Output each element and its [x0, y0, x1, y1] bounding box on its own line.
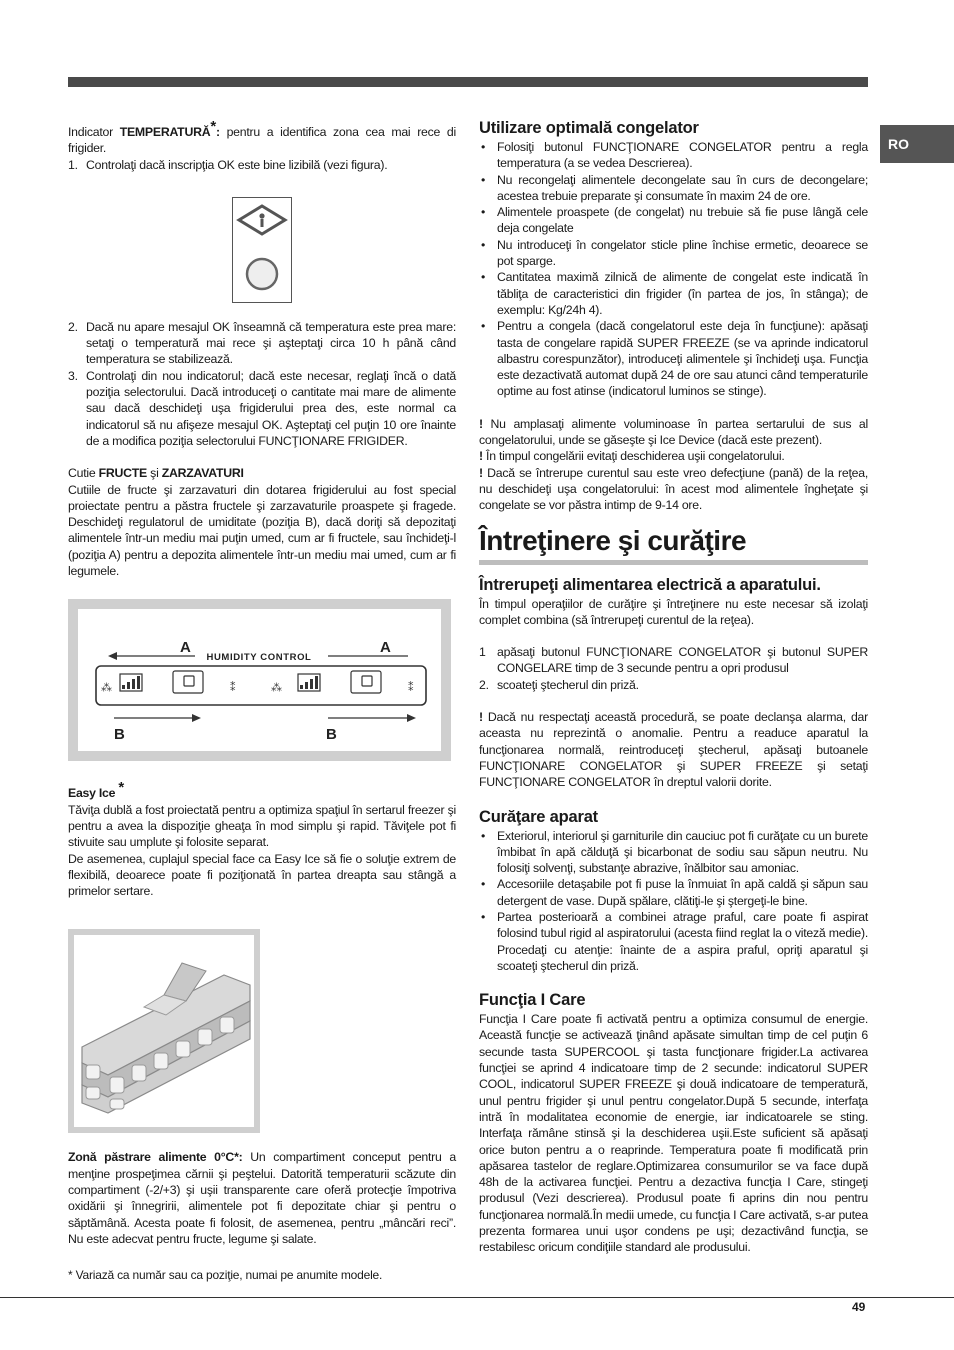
indicator-paragraph: Indicator TEMPERATURĂ*: pentru a identifica zona cea mai rece di frigider. — [68, 117, 456, 156]
warning-1: ! Nu amplasaţi alimente voluminoase în partea sertarului de sus al congelatorului, unde se găseşte şi Ice Device (dacă este prezent). — [479, 416, 868, 448]
list-item: • Cantitatea maximă zilnică de alimente de congelat este indicată în tăbliţa de caracteristici din frigider (în partea de jos, în stânga); de exemplu: Kg/24h 4). — [479, 269, 868, 318]
cutie-text: Cutiile de fructe şi zarzavaturi din dotarea frigiderului au fost special proiectate pentru a păstra fructele şi zarzavaturile proaspete şi fragede. Deschideţi regulatorul de umiditate (poziţia B), dacă doriţi să depozitaţi alimentele într-un mediu mai puţin umed, cum ar fi fructele, sau închideţi-l (poziţia A) pentru a depozita alimentele într-un mediu mai umed, cum ar fi legumele. — [68, 482, 456, 579]
icare-heading: Funcţia I Care — [479, 991, 586, 1010]
slider-knob-icon — [362, 676, 372, 686]
ok-circle-icon — [247, 259, 277, 289]
humidity-control-graphic — [78, 609, 441, 751]
list-item: • Accesoriile detaşabile pot fi puse la înmuiat în apă caldă şi săpun sau detergent de vase. După spălare, clătiţi-le şi ştergeţi-le bine. — [479, 876, 868, 909]
humidity-control-figure — [68, 599, 451, 761]
title-underline — [479, 560, 868, 565]
intrerupeti-text: În timpul operaţiilor de curăţire şi întreţinere nu este necesar să izolaţi complet combina (să întrerupeţi curentul de la reţea). — [479, 596, 868, 627]
step-item: 2. scoateţi ştecherul din priză. — [479, 677, 639, 692]
droplets-icon: ⁂ — [101, 681, 112, 695]
list-item: • Partea posterioară a combinei atrage praful, care poate fi aspirat folosind tubul rigid al aspiratorului (acesta fiind reglat la o viteză medie). Procedaţi cu atenţie: înainte de a aspira praful, opriţi aparatul şi scoateţi ştecherul din priză. — [479, 909, 868, 974]
droplet-icon: ⁑ — [408, 681, 414, 695]
curatare-list — [479, 828, 868, 975]
easy-ice-text2: De asemenea, cuplajul special face ca Easy Ice să fie o soluţie extrem de flexibilă, deoarece poate fi poziţionată în partea dreapta sau stângă a primelor sertare. — [68, 851, 456, 899]
list-item: • Alimentele proaspete (de congelat) nu trebuie să fie puse lângă cele deja congelate — [479, 204, 868, 237]
step-item: 1 apăsaţi butonul FUNCŢIONARE CONGELATOR şi butonul SUPER CONGELARE timp de 3 secunde pentru a opri produsul — [479, 645, 868, 676]
slider-panel — [96, 666, 426, 705]
footnote: * Variază ca număr sau ca poziţie, numai pe anumite modele. — [68, 1268, 383, 1282]
arrow-left-icon — [108, 652, 117, 660]
humidity-control-label: HUMIDITY CONTROL — [206, 652, 312, 664]
label-b-left: B — [114, 726, 125, 744]
droplets-icon: ⁂ — [271, 681, 282, 695]
left-column — [68, 117, 456, 1247]
step-item: 3. Controlaţi din nou indicatorul; dacă este necesar, reglaţi încă o dată poziţia selectorului. Dacă introduceţi o cantitate mai mare de alimente sau dacă deschideţi uşa frigiderului prea des, este normal ca indicatorul să nu afişeze mesajul OK. Aşteptaţi cel puţin 10 ore înainte de a modifica poziţia selectorului FUNCŢIONARE FRIGIDER. — [68, 368, 456, 448]
step-item: 2. Dacă nu apare mesajul OK înseamnă că temperatura este prea mare: setaţi o temperatură mai rece şi aşteptaţi circa 10 h până când temperatura se stabilizează. — [68, 319, 456, 367]
right-column — [479, 118, 868, 1256]
cutie-heading: Cutie FRUCTE şi ZARZAVATURI — [68, 466, 244, 481]
easy-ice-text1: Tăviţa dublă a fost proiectată pentru a optimiza spaţiul în sertarul freezer şi pentru a avea la dispoziţie gheaţa în mod simplu şi rapid. Tăviţele pot fi stivuite sau umplute şi folosite separat. — [68, 802, 456, 850]
zona-paragraph: Zonă păstrare alimente 0°C*: Un compartiment conceput pentru a menţine prospeţimea cărnii şi peştelui. Datorită temperaturii scăzute din compartiment (-2/+3) şi uşii transparente care oferă protecţie împotriva oxidării şi înnegririi, alimentele pot fi depozitate chiar şi pentru o săptămână. Acesta poate fi folosit, de asemenea, pentru „mâncări reci”. Nu este adecvat pentru fructe, legume şi salate. — [68, 1150, 456, 1246]
easy-ice-figure — [68, 929, 260, 1133]
warning-3: ! Dacă se întrerupe curentul sau este vreo defecţiune (pană) de la reţea, nu deschideţi uşa congelatorului: în acest mod alimentele îngheţate şi congelate se vor păstra intimp de 9-14 ore. — [479, 465, 868, 513]
label-a-right: A — [380, 639, 391, 657]
bottom-rule — [0, 1297, 954, 1298]
icare-text: Funcţia I Care poate fi activată pentru a optimiza consumul de energie. Această funcţie se activează ţinând apăsate simultan timp de cel puţin 6 secunde tasta SUPERCOOL şi tasta funcţionare frigider.La activarea funcţiei se aprind 4 indicatoare timp de 2 secunde: indicatorul SUPER COOL, indicatorul SUPER FREEZE şi două indicatoare de temperatură, unul pentru frigider şi unul pentru congelator.După 5 secunde, interfaţa intră în modalitatea economie de energie, iar indicatoarele se sting. Interfaţa rămâne stinsă şi la deschiderea uşii.Este suficient să apăsaţi orice buton pentru a o reaprinde. Temperatura poate fi modificată prin apăsarea tastelor de reglare.Optimizarea consumurilor se va face după 48h de la activarea funcţiei. Pentru a dezactiva funcţia I Care, stingeţi produsul (Vezi descrierea). Produsul poate fi aprins din nou pentru funcţionarea normală.În medii umede, cu funcţia I Care activată, s-ar putea prezenta formarea unui uşor condens pe uşi; dezactivând funcţia, se restabilesc oricum condiţiile standard ale produsului. — [479, 1012, 868, 1255]
utilizare-heading: Utilizare optimală congelator — [479, 119, 699, 137]
list-item: • Nu recongelaţi alimentele decongelate sau în curs de decongelare; acestea trebuie preparate şi consumate în maxim 24 de ore. — [479, 172, 868, 205]
utilizare-list — [479, 139, 868, 400]
label-a-left: A — [180, 639, 191, 657]
easy-ice-heading: Easy Ice * — [68, 779, 124, 801]
list-item: • Pentru a congela (dacă congelatorul este deja în funcţiune): apăsaţi tasta de congelare rapidă SUPER FREEZE (se va aprinde indicatorul albastru corespunzător), introduceţi alimentele şi închideţi uşa. Funcţia este dezactivată automat după 24 de ore sau atunci când temperaturile optime au fost atinse (indicatorul luminos se stinge). — [479, 318, 868, 399]
humidity-left-icons — [101, 671, 236, 694]
slider-knob-icon — [184, 676, 194, 686]
intrerupeti-warning: ! Dacă nu respectaţi această procedură, se poate declanşa alarma, dar aceasta nu reprezintă o anomalie. Pentru a readuce aparatul la funcţionarea normală, reintroduceţi ştecherul, apăsaţi butoanele FUNCŢIONARE CONGELATOR şi SUPER FREEZE şi setaţi FUNCŢIONARE CONGELATOR în dreptul valorii dorite. — [479, 710, 868, 790]
language-tab — [880, 125, 954, 163]
indicator-steps-bottom — [68, 319, 456, 449]
temperature-indicator-figure — [232, 197, 292, 303]
ok-indicator-graphic — [233, 198, 291, 302]
droplet-icon: ⁑ — [230, 681, 236, 695]
language-tab-label: RO — [888, 136, 909, 152]
arrow-right-icon — [407, 714, 416, 722]
warning-2: ! În timpul congelării evitaţi deschiderea uşii congelatorului. — [479, 449, 785, 464]
indicator-steps-top — [68, 157, 456, 173]
top-rule — [68, 77, 868, 87]
list-item: • Exteriorul, interiorul şi garniturile din cauciuc pot fi curăţate cu un burete îmbibat în apă călduţă şi bicarbonat de sodiu sau săpun neutru. Nu folosiţi solvenţi, substanţe abrazive, înălbitor sau amoniac. — [479, 828, 868, 877]
maintenance-title: Întreţinere şi curăţire — [479, 524, 747, 556]
intrerupeti-heading: Întrerupeţi alimentarea electrică a aparatului. — [479, 575, 821, 594]
arrow-right-icon — [192, 714, 201, 722]
label-b-right: B — [326, 726, 337, 744]
list-item: • Nu introduceţi în congelator sticle pline închise ermetic, deoarece se pot sparge. — [479, 237, 868, 270]
intrerupeti-steps — [479, 644, 868, 693]
list-item: • Folosiţi butonul FUNCŢIONARE CONGELATOR pentru a regla temperatura (a se vedea Descrierea). — [479, 139, 868, 172]
snowflake-dot-icon — [259, 213, 264, 218]
step-item: 1. Controlaţi dacă inscripţia OK este bine lizibilă (vezi figura). — [68, 157, 388, 172]
page-number: 49 — [852, 1300, 866, 1314]
ice-tray-graphic — [74, 935, 254, 1127]
humidity-right-icons — [271, 671, 414, 694]
curatare-heading: Curăţare aparat — [479, 807, 598, 826]
